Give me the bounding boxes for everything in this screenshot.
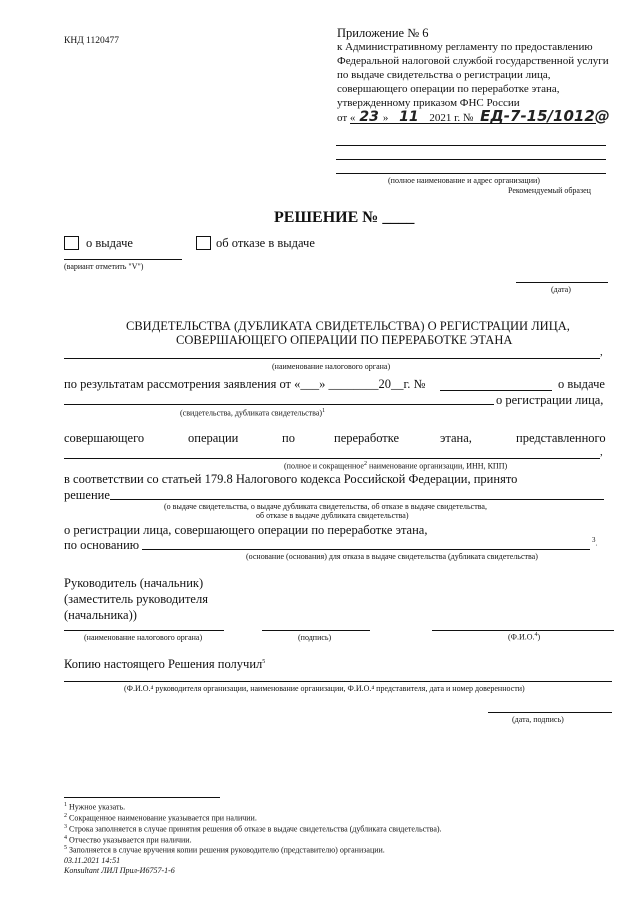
head-title-2: (заместитель руководителя	[64, 592, 208, 606]
order-prefix: от «	[337, 112, 356, 124]
copy-received-line	[64, 681, 612, 682]
tax-authority-comma: ,	[600, 346, 603, 358]
basis-word: по основанию	[64, 538, 140, 552]
organization-line	[64, 458, 600, 459]
footnote: $^4$ Отчество указывается при наличии.	[64, 835, 192, 845]
application-number-line	[440, 390, 552, 391]
basis-caption: (основание (основания) для отказа в выдаче свидетельства (дубликата свидетельства)	[246, 552, 538, 561]
sample-note: Рекомендуемый образец	[508, 186, 591, 195]
head-title-1: Руководитель (начальник)	[64, 576, 204, 590]
decision-line	[110, 499, 604, 500]
law-line: в соответствии со статьей 179.8 Налогового кодекса Российской Федерации, принято	[64, 472, 518, 486]
org-line-1	[336, 145, 606, 146]
date-sign-line	[488, 712, 612, 713]
print-source: Konsultant ЛИЛ Прил-И6757-1-6	[64, 866, 175, 875]
order-year: 2021 г. №	[429, 112, 474, 124]
issue-checkbox[interactable]	[64, 236, 79, 250]
organization-comma: ,	[600, 446, 603, 458]
date-sign-caption: (дата, подпись)	[512, 715, 564, 724]
order-underline	[350, 123, 596, 124]
options-note: (вариант отметить "V")	[64, 262, 144, 271]
footnote: $^2$ Сокращенное наименование указывается при наличии.	[64, 813, 257, 823]
form-code: КНД 1120477	[64, 36, 119, 46]
decision-title: РЕШЕНИЕ № ____	[274, 209, 415, 226]
certificate-caption: (свидетельства, дубликата свидетельства)$^1$	[180, 408, 326, 418]
subject-line-1: СВИДЕТЕЛЬСТВА (ДУБЛИКАТА СВИДЕТЕЛЬСТВА) О РЕГИСТРАЦИИ ЛИЦА,	[126, 319, 570, 333]
head-title-3: (начальника))	[64, 608, 137, 622]
options-underline	[64, 259, 182, 260]
copy-received-text: Копию настоящего Решения получил$^5$	[64, 657, 266, 671]
body-word: операции	[188, 431, 239, 445]
signature-tax-caption: (наименование налогового органа)	[84, 633, 203, 642]
issue-option-label: о выдаче	[86, 236, 133, 250]
body-word: представленного	[516, 431, 606, 445]
copy-caption: (Ф.И.О.⁴ руководителя организации, наименование организации, Ф.И.О.⁴ представителя, дата и номер доверенности)	[124, 684, 525, 693]
body-word: совершающего	[64, 431, 145, 445]
certificate-type-line	[64, 404, 494, 405]
appendix-line: по выдаче свидетельства о регистрации лица,	[337, 69, 551, 81]
basis-footnote: $^3$.	[592, 536, 598, 548]
body-word: этана,	[440, 431, 472, 445]
order-day: 23	[359, 109, 379, 125]
decision-word: решение	[64, 488, 110, 502]
footnote: $^1$ Нужное указать.	[64, 802, 126, 812]
signature-tax-line	[64, 630, 224, 631]
print-date: 03.11.2021 14:51	[64, 856, 121, 865]
signature-fio-caption: (Ф.И.О.$^4$)	[508, 632, 541, 642]
appendix-title: Приложение № 6	[337, 26, 429, 40]
tax-authority-caption: (наименование налогового органа)	[272, 362, 391, 371]
registration-line: о регистрации лица, совершающего операции по переработке этана,	[64, 523, 428, 537]
org-line-2	[336, 159, 606, 160]
footnote-separator	[64, 797, 220, 798]
footnote: $^3$ Строка заполняется в случае принятия решения об отказе в выдаче свидетельства (дубликата свидетельства).	[64, 824, 442, 834]
signature-sign-caption: (подпись)	[298, 633, 332, 642]
tax-authority-line	[64, 358, 600, 359]
registration-suffix: о регистрации лица,	[496, 393, 604, 407]
organization-caption: (полное и сокращенное$^2$ наименование организации, ИНН, КПП)	[284, 461, 508, 471]
order-number: ЕД-7-15/1012@	[480, 107, 610, 125]
application-suffix: о выдаче	[558, 377, 605, 391]
appendix-line: утвержденному приказом ФНС России	[337, 97, 520, 109]
order-sep: »	[382, 112, 389, 124]
signature-sign-line	[262, 630, 370, 631]
org-line-3	[336, 173, 606, 174]
date-caption: (дата)	[551, 285, 571, 294]
application-text: по результатам рассмотрения заявления от «___» ________20__г. №	[64, 377, 426, 391]
appendix-line: совершающего операции по переработке этана,	[337, 83, 560, 95]
signature-fio-line	[432, 630, 614, 631]
appendix-line: Федеральной налоговой службой государственной услуги	[337, 55, 609, 67]
refusal-option-label: об отказе в выдаче	[216, 236, 315, 250]
refusal-checkbox[interactable]	[196, 236, 211, 250]
org-caption: (полное наименование и адрес организации)	[388, 176, 540, 185]
date-line	[516, 282, 608, 283]
subject-line-2: СОВЕРШАЮЩЕГО ОПЕРАЦИИ ПО ПЕРЕРАБОТКЕ ЭТАНА	[176, 333, 513, 347]
decision-caption-2: об отказе в выдаче дубликата свидетельства)	[256, 511, 409, 520]
footnote: $^5$ Заполняется в случае вручения копии решения руководителю (представителю) организации.	[64, 845, 385, 855]
order-month: 11	[399, 109, 419, 125]
body-word: переработке	[334, 431, 400, 445]
decision-caption-1: (о выдаче свидетельства, о выдаче дубликата свидетельства, об отказе в выдаче свидетельства,	[164, 502, 487, 511]
basis-line	[142, 549, 590, 550]
body-word: по	[282, 431, 295, 445]
appendix-line: к Административному регламенту по предоставлению	[337, 41, 593, 53]
